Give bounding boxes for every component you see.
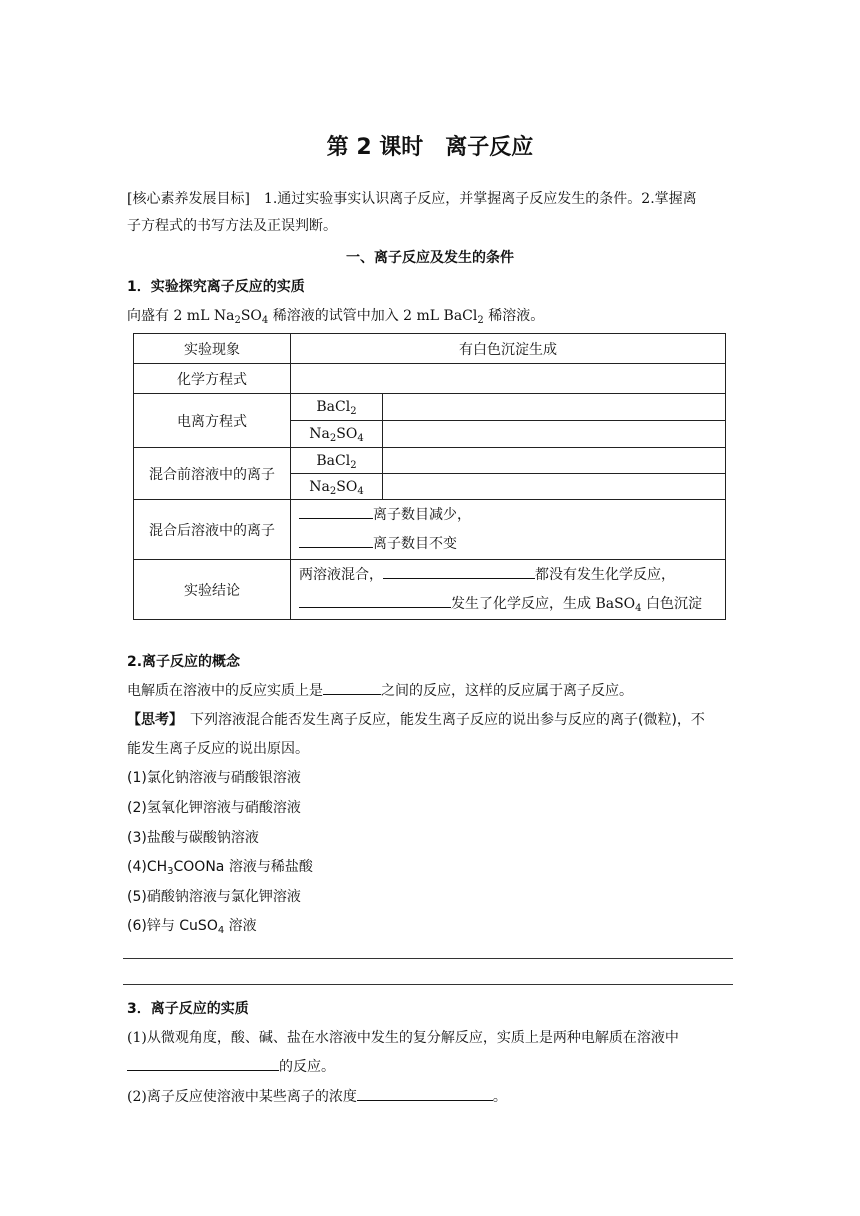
table-row — [134, 500, 726, 560]
label-equation: 化学方程式 — [134, 364, 291, 394]
part3-line-2: 的反应。 — [127, 1056, 335, 1076]
table-row — [134, 448, 726, 474]
page-title: 第 2 课时 离子反应 — [326, 135, 534, 160]
part3-heading: 3．离子反应的实质 — [127, 1001, 249, 1017]
think-item: (5)硝酸钠溶液与氯化钾溶液 — [127, 889, 301, 905]
part2-heading: 2.离子反应的概念 — [127, 654, 241, 670]
part3-line-1: (1)从微观角度，酸、碱、盐在水溶液中发生的复分解反应，实质上是两种电解质在溶液中 — [127, 1030, 679, 1046]
value-conclusion: 两溶液混合， 都没有发生化学反应， 发生了化学反应，生成 BaSO$_4$ 白色沉淀 — [291, 560, 726, 620]
part1-heading: 1．实验探究离子反应的实质 — [127, 279, 305, 295]
part2-text: 电解质在溶液中的反应实质上是 之间的反应，这样的反应属于离子反应。 — [127, 680, 633, 700]
answer-line[interactable] — [123, 984, 733, 985]
fill-blank[interactable] — [127, 1056, 279, 1071]
think-item: (3)盐酸与碳酸钠溶液 — [127, 830, 259, 846]
answer-line[interactable] — [123, 958, 733, 959]
label-conclusion: 实验结论 — [134, 560, 291, 620]
answer-cell-before-na2so4[interactable] — [383, 474, 726, 500]
goals-line-2: 子方程式的书写方法及正误判断。 — [127, 218, 337, 234]
goals-label: [核心素养发展目标] — [127, 191, 250, 207]
table-row — [134, 560, 726, 620]
fill-blank[interactable] — [299, 593, 451, 608]
think-item: (2)氢氧化钾溶液与硝酸溶液 — [127, 800, 301, 816]
table-row — [134, 334, 726, 364]
formula-bacl2: BaCl$_2$ — [291, 394, 383, 421]
fill-blank[interactable] — [357, 1086, 493, 1101]
value-phenomenon: 有白色沉淀生成 — [291, 334, 726, 364]
formula-bacl2: BaCl$_2$ — [291, 448, 383, 474]
part3-line-3: (2)离子反应使溶液中某些离子的浓度 。 — [127, 1086, 507, 1106]
label-before: 混合前溶液中的离子 — [134, 448, 291, 500]
think-item: (1)氯化钠溶液与硝酸银溶液 — [127, 770, 301, 786]
think-line-1: 【思考】 下列溶液混合能否发生离子反应，能发生离子反应的说出参与反应的离子(微粒)，不 — [127, 712, 705, 728]
formula-na2so4: $Na_2SO_4$ — [291, 421, 383, 448]
answer-cell-ionization-bacl2[interactable] — [383, 394, 726, 421]
part1-intro: 向盛有 2 mL $Na_2SO_4$ 稀溶液的试管中加入 2 mL BaCl$_2$ 稀溶液。 — [127, 308, 545, 326]
table-row — [134, 394, 726, 421]
fill-blank[interactable] — [323, 680, 381, 695]
label-after: 混合后溶液中的离子 — [134, 500, 291, 560]
table-row — [134, 364, 726, 394]
think-item: $(4)CH_3COONa$ 溶液与稀盐酸 — [127, 859, 313, 877]
think-line-2: 能发生离子反应的说出原因。 — [127, 741, 309, 757]
label-phenomenon: 实验现象 — [134, 334, 291, 364]
think-label: 【思考】 — [127, 712, 176, 728]
section-heading-1: 一、离子反应及发生的条件 — [346, 250, 514, 266]
formula-na2so4: $Na_2SO_4$ — [291, 474, 383, 500]
answer-cell-equation[interactable] — [291, 364, 726, 394]
answer-cell-ionization-na2so4[interactable] — [383, 421, 726, 448]
fill-blank[interactable] — [299, 504, 373, 519]
label-ionization: 电离方程式 — [134, 394, 291, 448]
experiment-table — [133, 333, 726, 620]
goals-line-1: [核心素养发展目标] 1.通过实验事实认识离子反应，并掌握离子反应发生的条件。2.掌握离 — [127, 191, 697, 207]
think-item: (6)锌与 CuSO$_4$ 溶液 — [127, 918, 257, 936]
answer-cell-before-bacl2[interactable] — [383, 448, 726, 474]
value-after: 离子数目减少， 离子数目不变 — [291, 500, 726, 560]
fill-blank[interactable] — [383, 564, 535, 579]
fill-blank[interactable] — [299, 533, 373, 548]
